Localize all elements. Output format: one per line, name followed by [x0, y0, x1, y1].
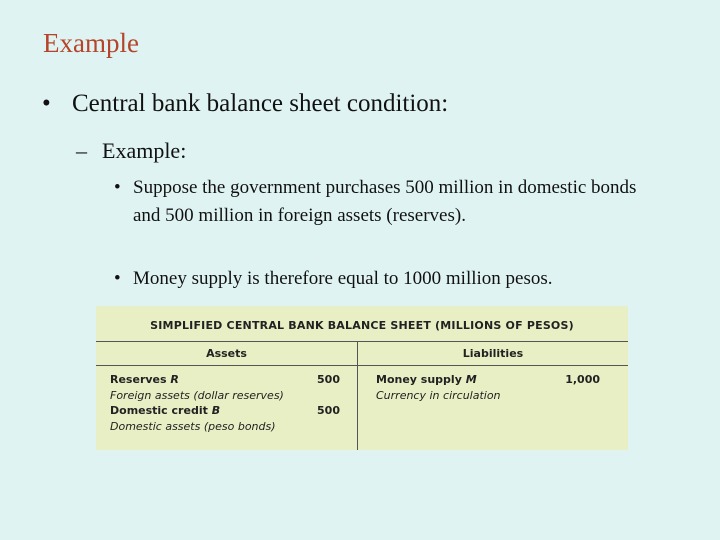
table-rule-top [96, 341, 628, 342]
reserves-symbol: R [170, 373, 179, 386]
liabilities-header: Liabilities [462, 347, 524, 360]
bullet-glyph: • [42, 90, 51, 117]
money-supply-symbol: M [465, 373, 477, 386]
balance-sheet-table [96, 306, 628, 450]
bullet-level-2 [76, 138, 186, 164]
bullet-text: Central bank balance sheet condition: [72, 90, 449, 117]
bullet-glyph: • [114, 177, 121, 198]
table-title: SIMPLIFIED CENTRAL BANK BALANCE SHEET (MILLIONS OF PESOS) [150, 319, 574, 332]
money-supply-label: Money supply M [376, 373, 477, 386]
bullet-level-1 [42, 90, 448, 118]
dash-glyph: – [76, 138, 87, 163]
money-supply-value: 1,000 [565, 373, 600, 386]
reserves-value: 500 [317, 373, 340, 386]
reserves-label: Reserves R [110, 373, 179, 386]
bullet-text: Suppose the government purchases 500 million in domestic bonds and 500 million in foreign assets (reserves). [133, 177, 637, 226]
currency-label: Currency in circulation [376, 389, 501, 402]
domestic-credit-symbol: B [211, 404, 221, 417]
bullet-text: Money supply is therefore equal to 1000 million pesos. [133, 268, 553, 289]
bullet-level-3 [114, 174, 653, 230]
bullet-text: Example: [102, 138, 187, 163]
slide-title: Example [43, 28, 139, 58]
domestic-assets-label: Domestic assets (peso bonds) [110, 420, 276, 433]
foreign-assets-label: Foreign assets (dollar reserves) [110, 389, 284, 402]
domestic-credit-value: 500 [317, 404, 340, 417]
table-rule-header [96, 365, 628, 366]
bullet-glyph: • [114, 268, 121, 289]
bullet-level-3 [114, 265, 653, 293]
assets-header: Assets [206, 347, 247, 360]
domestic-credit-label: Domestic credit B [110, 404, 221, 417]
